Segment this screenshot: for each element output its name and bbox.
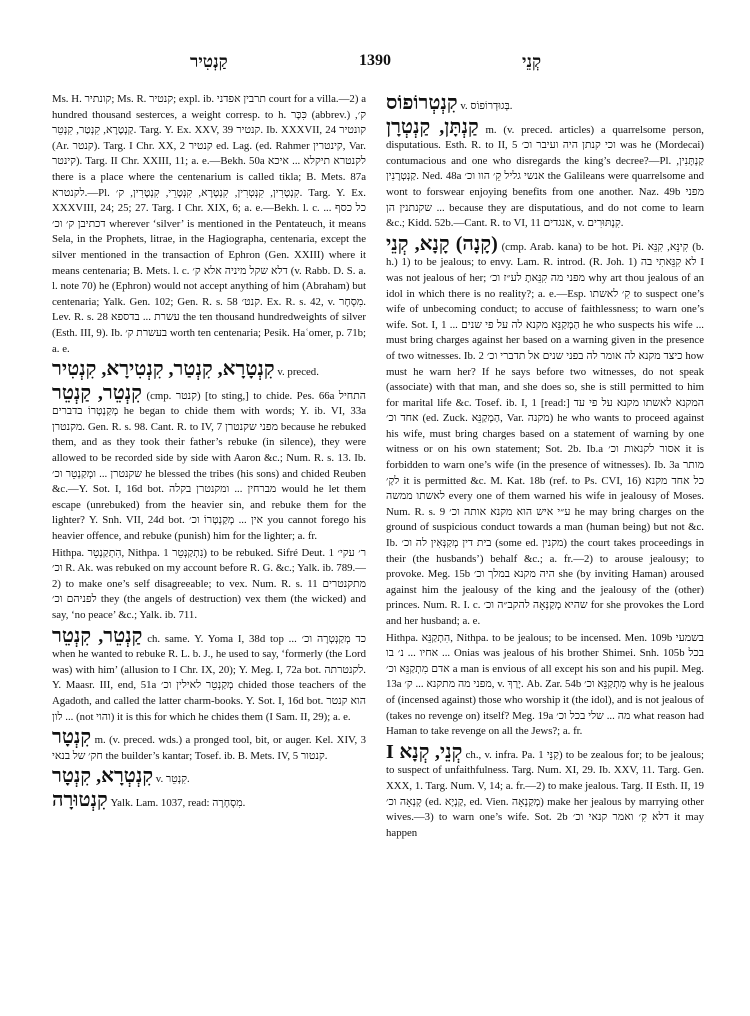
dictionary-entry — [386, 92, 704, 115]
entry-text: Ms. H. קונתיר; Ms. R. קנטיר; expl. ib. תרבין אפדני court for a villa.—2) a hundred thousand sesterces, a weight corresp. to h. כִּכָּר (abbrev.) ק׳, קַנְטָרָא, קִנְטַר, קִנְטֵר. Targ. Y. Ex. XXV, 39 קנטיר. Ib. XXXVII, 24 קונטיר (Ar. קנטר). Targ. I Chr. XX, 2 קנטיר ed. Lag. (ed. Rahmer קינטרין, Var. קינטר). Targ. II Chr. XXIII, 11; a. e.—Bekh. 50a לקנטרא תיקלא ... איכא there is a place where the centenarium is called tikla; B. Mets. 87a לקנטרא.—Pl. קִנְטְרִין, קִנְטְרִין, קִנְטְרָא, קִנְטָרֵי, קִנְטָרִין, ק׳. Targ. Y. Ex. XXXVIII, 24; 25; 27. Targ. I Chr. XIX, 6; a. e.—Bekh. l. c. כל כסף ... דכתיבן ק׳ וכ׳ wherever ‘silver’ is mentioned in the Pentateuch, it means Sela, in the Prophets, litrae, in the Hagiographa, centenaria, except the silver mentioned in the transaction of Ephron (Gen. XXIII) where it means centenaria; B. Mets. l. c. דלא שקל מיניה אלא ק׳ (v. Rabb. D. S. a. l. note 70) he (Ephron) would not accept anything of him (Abraham) but centenaria; Yalk. Gen. 102; Gen. R. s. 58 קנט׳. Ex. R. s. 42, v. מִסְחָר. Lev. R. s. 28 עשרת ... בדספא the ten thousand hundredweights of silver (Esth. III, 9). Ib. בעשרת ק׳ worth ten centenaria; Pesik. Haʿomer, p. 71b; a. e. — [52, 93, 366, 355]
dictionary-entry — [386, 741, 704, 842]
entry-text: Hithpa. הִתְקַנְטֵר, Nithpa. נִתְקַנְטֵר 1) to be rebuked. Sifré Deut. 1 ר׳ עקי׳ וכ׳ R. Ak. was rebuked on my account before R. G. &c.; Yalk. ib. 789.—2) to make one’s self disagreeable; to vex. Num. R. s. 11 מתקנטרים לפניהם וכ׳ they (the angels of destruction) vex them (the wicked) and say, ‘no peace’ &c.; Yalk. ib. 711. — [52, 546, 366, 621]
entry-text: ch., v. infra. Pa. קַנֵּי 1) to be zealous for; to be jealous; to suspect of unfaithfulness. Targ. Num. XI, 29. Ib. XXV, 11. Targ. Gen. XXX, 1. Targ. Num. V, 14; a. fr.—2) to make jealous. Targ. II Esth. II, 19 קְנְאָה וכ׳ (ed. קַנְיָא, ed. Vien. מְקַנְאָה) make her jealous by marrying other wives.—3) to warn one’s wife. Sot. 2b דלא קִ׳ ואמר קנאי וכ׳ it may happen — [386, 748, 704, 839]
dictionary-entry — [52, 358, 366, 381]
dictionary-entry — [52, 789, 366, 812]
dictionary-entry — [386, 631, 704, 740]
left-column — [52, 92, 366, 1007]
header-right-guideword: קְנֵי — [522, 52, 542, 71]
entry-text: v. קִנְטֵר. — [155, 773, 190, 786]
entry-text: m. (v. preced. wds.) a pronged tool, bit, or auger. Kel. XIV, 3 חק׳ של בנאי the builder’s kantar; Tosef. ib. B. Mets. IV, 5 קנטור. — [52, 734, 366, 762]
entry-text: (cmp. קנטר) [to sting,] to chide. Pes. 66a התחיל מְקַנְטְרוֹ בדברים he began to chide them with words; Y. ib. VI, 33a מקנטרן. Gen. R. s. 98. Cant. R. to IV, 7 מפני שקנטרן because he rebuked them, and as they took their father’s rebuke (in silence), they were allowed to be recorded side by side with Aaron &c.; Num. R. s. 13. Ib. שקנטרן ... ומְקַנְטֵר וכ׳ he blessed the tribes (his sons) and chided Reuben &c.—Y. Sot. I, 16d bot. מברחין ... ומקנטרן בקלה would he let them escape (unrebuked) from the heavier sin, and rebuke them for the lighter? Y. Snh. VII, 24d bot. אין ... מְקַנְטְרוֹ וכ׳ you cannot forego his heavier offence, and rebuke (punish) him for the lighter; a. fr. — [52, 389, 366, 543]
dictionary-entry — [52, 765, 366, 788]
dictionary-entry — [52, 382, 366, 545]
entry-headword: קִנְטְרוֹפוֹס — [386, 92, 458, 114]
header-left-guideword: קַנְטִיר — [190, 52, 228, 71]
entry-headword: קִנְטוּרָה — [52, 788, 108, 811]
entry-headword: קַנְטֵר, קִנְטֵר — [52, 624, 143, 647]
page-number: 1390 — [359, 52, 391, 69]
entry-text: (cmp. Arab. kana) to be hot. Pi. קִינֵּא, קִנֵּא (b. h.) 1) to be jealous; to envy. Lam. R. introd. (R. Joh. 1) לא קִנֵּאתִי בה I was not jealous of her; מפני מה קִנֵּאתָ לע״ז וכ׳ why art thou jealous of an idol in which there is no reality?; a. e.—Esp. קִ׳ לאשתו to suspect one’s wife of unbecoming conduct; to accuse of faithlessness; to warn one’s wife. Sot. I, 1 ... הַמְקַנֵּא מקנא לה על פי שנים he who suspects his wife ... must bring charges against her based on a warning given in the presence of two witnesses. Ib. 2 כיצד מקנא לה אומר לה בפני שנים אל תדברי וכ׳ how must he warn her? If he says before two witnesses, do not speak (associate) with that man, and she does so, she is still permitted to him for marital life &c. Tosef. ib. I, 1 [read:] המקנא לאשתו מקנא על פי עד אחד וכ׳ (ed. Zuck. הַמְקַנֵּא, Var. מקנה) he who wants to proceed against his wife, must bring charges based on a statement of warning by one witness or on his own statement; Sot. 2b. Ib.a אסור לקנאות וכ׳ it is forbidden to warn one’s wife (in the presence of witnesses). Ib. 3a מותר לקַ׳ it is permitted &c. M. Kat. 18b (ref. to Ps. CVI, 16) כל אחד מקנא לאשתו ממשה every one of them warned his wife in jealousy of Moses. Num. R. s. 9 ע״י איש הוא מקנא אותה וכ׳ he may bring charges on the ground of suspicious conduct towards a man (human being) but not &c. Ib. בית דין מְקַנְּאִין לה וכ׳ (some ed. מקנין) the court takes proceedings in their (the husbands’) behalf &c.; a. fr.—2) to arouse jealousy; to provoke. Meg. 15b היה מקנא במלך וכ׳ she (by inviting Haman) aroused against him the jealousy of the king and the jealousy of the (other) princes. Num. R. I. c. שהיא מְקַנְּאָה להקב״ה וכ׳ for she provokes the Lord and her husband; a. e. — [386, 240, 704, 627]
dictionary-entry — [52, 726, 366, 764]
entry-text: v. בְּגוּדְרוֹפוֹס. — [460, 100, 513, 112]
entry-text: Hithpa. הִתְקַנֵּא, Nithpa. to be jealous; to be incensed. Men. 109b בשמעי אחיו ... נ׳ בו ... Onias was jealous of his brother Shimei. Snh. 105b בכל אדם מִתְקַנֵּא וכ׳ a man is envious of all except his son and his pupil. Meg. 13a מפני מה מתקנא ... ק׳, v. יָרַךְ. Ab. Zar. 54b מִתְקַנֵּא וכ׳ why is he jealous of (incensed against) those who worship it (the idol), and is not jealous of (takes no revenge on) itself? Meg. 19a מה ... שלי בכל וכ׳ what reason had Haman to take revenge on all the Jews?; a. fr. — [386, 631, 704, 738]
running-header — [0, 52, 750, 78]
entry-headword: קִנְטֵר, קַנְטֵר — [52, 381, 142, 404]
entry-headword: קִנְטָרָא, קִנְטַר, קִנְטִירָא, קִנְטִיר — [52, 358, 275, 381]
entry-text: ch. same. Y. Yoma I, 38d top ... כד מְקַנְטְרָה וכ׳ when he wanted to rebuke R. L. b. J., he used to say, ‘formerly (the Lord was) with him’ (allusion to I Chr. IX, 20); Y. Meg. I, 72a bot. לקנטרתה. Y. Maasr. III, end, 51a מְקַנְטֵר לאילין וכ׳ chided those teachers of the Agadoth, and called the latter charm-books. Y. Sot. I, 16d bot. הוא קנטר ... לון (not והוי) it is this for which he chides them (I Sam. II, 29); a. e. — [52, 632, 366, 723]
dictionary-entry — [52, 546, 366, 624]
entry-headword: קַנְתָּן, קַנְטְרָן — [386, 115, 479, 138]
dictionary-entry — [386, 233, 704, 630]
dictionary-entry — [386, 116, 704, 232]
entry-text: m. (v. preced. articles) a quarrelsome person, disputatious. Esth. R. to II, 5 וכי קנתן היה ועיבר וכ׳ was he (Mordecai) contumacious and one who disregards the king’s decree?—Pl. קַנְתָּנִין, קַנְטְרָנִין. Ned. 48a אנשי גליל קֵ׳ הוו וכ׳ the Galileans were quarrelsome and wont to forswear enjoying benefits from one another. Naz. 49b מפני שקנתנין הן ... because they are disputatious, and do not come to learn &c.; Kidd. 52b.—Cant. R. to VI, 11 אנגדים, v. קִנְתּוּרִים. — [386, 123, 704, 230]
right-column — [386, 92, 704, 1007]
entry-headword: קְנֵי, קְנָא I — [386, 740, 463, 763]
entry-text: Yalk. Lam. 1037, read: מִסְחָרָה. — [110, 796, 246, 809]
entry-text: v. preced. — [277, 366, 319, 379]
entry-headword: קִנְטְרָא, קִנְטָר — [52, 765, 154, 788]
entry-headword: קִנְטָר — [52, 726, 92, 749]
dictionary-entry — [52, 92, 366, 357]
dictionary-entry — [52, 625, 366, 726]
entry-headword: (קָנָה) קָנָא, קְנֵי — [386, 232, 498, 255]
